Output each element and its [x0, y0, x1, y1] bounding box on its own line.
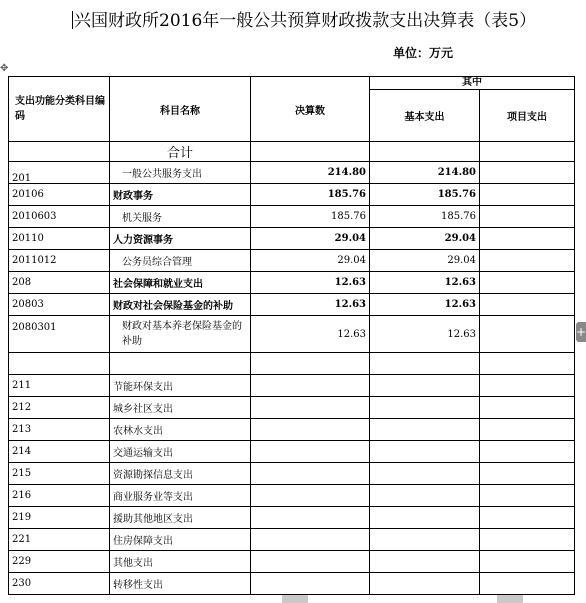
- row-name: [110, 353, 251, 375]
- table-row: [9, 316, 575, 353]
- table-row: [9, 272, 575, 294]
- row-code: 216: [9, 485, 110, 507]
- row-name: 财政事务: [110, 184, 251, 206]
- row-amount: 12.63: [251, 272, 370, 294]
- row-project: [480, 353, 575, 375]
- row-basic: [370, 573, 480, 595]
- row-project: [480, 529, 575, 551]
- table-row: [9, 551, 575, 573]
- row-amount: [251, 463, 370, 485]
- total-basic: [370, 142, 480, 162]
- table-row: [9, 507, 575, 529]
- row-name: 资源勘探信息支出: [110, 463, 251, 485]
- row-amount: [251, 485, 370, 507]
- table-row: [9, 573, 575, 595]
- table-row: [9, 463, 575, 485]
- table-row: [9, 529, 575, 551]
- total-row: [9, 142, 575, 162]
- row-code: 20110: [9, 228, 110, 250]
- row-basic: 12.63: [370, 294, 480, 316]
- row-amount: 29.04: [251, 250, 370, 272]
- row-code: 221: [9, 529, 110, 551]
- row-amount: 185.76: [251, 206, 370, 228]
- total-project: [480, 142, 575, 162]
- row-name: 商业服务业等支出: [110, 485, 251, 507]
- document-title-text: 兴国财政所2016年一般公共预算财政拨款支出决算表（表5）: [74, 11, 537, 31]
- row-project: [480, 419, 575, 441]
- row-basic: 185.76: [370, 184, 480, 206]
- row-basic: [370, 397, 480, 419]
- row-code: 20106: [9, 184, 110, 206]
- row-amount: 12.63: [251, 316, 370, 353]
- row-name: 城乡社区支出: [110, 397, 251, 419]
- row-code: 230: [9, 573, 110, 595]
- row-basic: 12.63: [370, 316, 480, 353]
- header-project: 项目支出: [480, 90, 575, 142]
- row-basic: [370, 463, 480, 485]
- row-basic: 29.04: [370, 250, 480, 272]
- row-code: 2080301: [9, 316, 110, 353]
- row-amount: [251, 507, 370, 529]
- table-row: [9, 441, 575, 463]
- row-code: 219: [9, 507, 110, 529]
- row-project: [480, 206, 575, 228]
- row-basic: 214.80: [370, 162, 480, 184]
- side-expand-icon[interactable]: +: [576, 322, 586, 342]
- row-amount: 185.76: [251, 184, 370, 206]
- row-project: [480, 375, 575, 397]
- row-name: 节能环保支出: [110, 375, 251, 397]
- row-code: 229: [9, 551, 110, 573]
- row-basic: [370, 375, 480, 397]
- row-project: [480, 272, 575, 294]
- row-name: 人力资源事务: [110, 228, 251, 250]
- expenditure-table: [8, 76, 575, 595]
- row-amount: [251, 573, 370, 595]
- row-code: 2010603: [9, 206, 110, 228]
- row-name: 公务员综合管理: [110, 250, 251, 272]
- table-row: [9, 353, 575, 375]
- table-row: [9, 184, 575, 206]
- row-basic: [370, 551, 480, 573]
- row-name: 社会保障和就业支出: [110, 272, 251, 294]
- row-basic: 185.76: [370, 206, 480, 228]
- row-amount: 12.63: [251, 294, 370, 316]
- row-code: 215: [9, 463, 110, 485]
- row-project: [480, 250, 575, 272]
- table-row: [9, 228, 575, 250]
- row-name: 财政对社会保险基金的补助: [110, 294, 251, 316]
- table-row: [9, 397, 575, 419]
- row-name: 一般公共服务支出: [110, 162, 251, 184]
- unit-label: 单位：万元: [393, 46, 454, 60]
- row-basic: [370, 419, 480, 441]
- row-amount: [251, 551, 370, 573]
- row-name: 交通运输支出: [110, 441, 251, 463]
- row-project: [480, 551, 575, 573]
- header-code: 支出功能分类科目编码: [9, 77, 110, 142]
- row-basic: [370, 441, 480, 463]
- row-basic: 12.63: [370, 272, 480, 294]
- row-project: [480, 507, 575, 529]
- table-row: [9, 206, 575, 228]
- header-basic: 基本支出: [370, 90, 480, 142]
- total-code: [9, 142, 110, 162]
- row-code: 2011012: [9, 250, 110, 272]
- row-project: [480, 485, 575, 507]
- row-project: [480, 162, 575, 184]
- table-row: [9, 162, 575, 184]
- row-basic: [370, 507, 480, 529]
- table-row: [9, 375, 575, 397]
- bottom-toolbar-fragment: [497, 595, 523, 603]
- row-basic: 29.04: [370, 228, 480, 250]
- bottom-toolbar-fragment: [282, 595, 308, 603]
- row-code: 208: [9, 272, 110, 294]
- row-project: [480, 463, 575, 485]
- row-amount: [251, 441, 370, 463]
- row-name: 住房保障支出: [110, 529, 251, 551]
- row-project: [480, 294, 575, 316]
- row-code: 20803: [9, 294, 110, 316]
- header-group-label: 其中: [462, 77, 482, 88]
- row-amount: 29.04: [251, 228, 370, 250]
- row-code: 213: [9, 419, 110, 441]
- row-project: [480, 184, 575, 206]
- row-code: 212: [9, 397, 110, 419]
- row-name: 援助其他地区支出: [110, 507, 251, 529]
- total-label: 合计: [110, 142, 251, 162]
- row-name: 机关服务: [110, 206, 251, 228]
- table-row: [9, 294, 575, 316]
- document-title: [72, 6, 536, 31]
- row-amount: [251, 375, 370, 397]
- row-code: [9, 353, 110, 375]
- header-group: [370, 77, 575, 90]
- row-basic: [370, 529, 480, 551]
- row-code: 201: [9, 162, 110, 184]
- table-row: [9, 250, 575, 272]
- row-name: 农林水支出: [110, 419, 251, 441]
- row-code: 211: [9, 375, 110, 397]
- row-amount: [251, 397, 370, 419]
- row-project: [480, 441, 575, 463]
- header-name: 科目名称: [110, 77, 251, 142]
- row-project: [480, 228, 575, 250]
- header-amount: 决算数: [251, 77, 370, 142]
- row-project: [480, 316, 575, 353]
- table-row: [9, 419, 575, 441]
- row-basic: [370, 485, 480, 507]
- row-project: [480, 397, 575, 419]
- row-project: [480, 573, 575, 595]
- row-amount: 214.80: [251, 162, 370, 184]
- row-code: 214: [9, 441, 110, 463]
- row-basic: [370, 353, 480, 375]
- table-move-handle-icon[interactable]: ✥: [0, 63, 9, 74]
- total-amount: [251, 142, 370, 162]
- row-amount: [251, 353, 370, 375]
- table-row: [9, 485, 575, 507]
- row-amount: [251, 529, 370, 551]
- text-cursor: [72, 11, 73, 29]
- row-amount: [251, 419, 370, 441]
- row-name: 财政对基本养老保险基金的补助: [110, 316, 251, 353]
- row-name: 其他支出: [110, 551, 251, 573]
- row-name: 转移性支出: [110, 573, 251, 595]
